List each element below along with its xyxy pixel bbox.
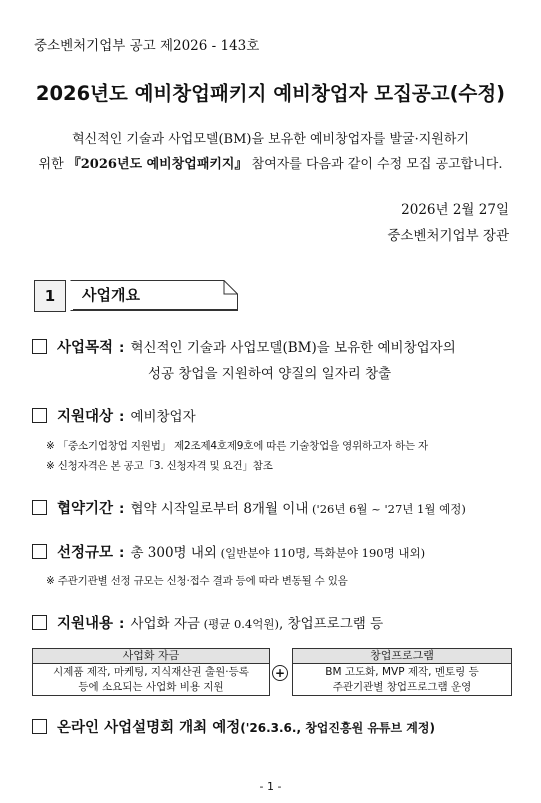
page-number: - 1 - (259, 780, 282, 793)
item-briefing (32, 716, 435, 737)
support-table-funding (32, 648, 270, 696)
section-label: 사업개요 (82, 286, 140, 304)
item-scale: 선정규모 : 총 300명 내외 (일반분야 110명, 특화분야 190명 내외) (32, 541, 425, 562)
target-note-1: ※ 「중소기업창업 지원법」 제2조제4호제9호에 따른 기술창업을 영위하고자 하는 자 (46, 440, 428, 452)
scale-label: 선정규모 (57, 545, 114, 561)
content-detail: (평균 0.4억원) (199, 617, 279, 631)
period-detail: ('26년 6월 ~ '27년 1월 예정) (308, 502, 466, 516)
program-line-2: 주관기관별 창업프로그램 운영 (332, 681, 472, 693)
target-note-2: ※ 신청자격은 본 공고「3. 신청자격 및 요건」참조 (46, 460, 273, 472)
intro-line-2 (0, 153, 541, 172)
target-value: 예비창업자 (130, 409, 196, 425)
funding-header: 사업화 자금 (33, 649, 269, 664)
briefing-label: 온라인 사업설명회 개최 예정 (57, 720, 241, 736)
checkbox-square-icon (32, 408, 47, 423)
program-line-1: BM 고도화, MVP 제작, 멘토링 등 (325, 666, 479, 678)
program-header: 창업프로그램 (293, 649, 511, 664)
funding-line-1: 시제품 제작, 마케팅, 지식재산권 출원·등록 (53, 666, 249, 678)
notice-date: 2026년 2월 27일 (401, 202, 509, 218)
checkbox-square-icon (32, 719, 47, 734)
content-value-2: , 창업프로그램 등 (278, 616, 384, 632)
intro-suffix: 참여자를 다음과 같이 수정 모집 공고합니다. (247, 157, 503, 172)
funding-line-2: 등에 소요되는 사업화 비용 지원 (78, 681, 224, 693)
notice-number: 중소벤처기업부 공고 제2026 - 143호 (34, 38, 260, 54)
intro-prefix: 위한 (38, 157, 68, 172)
briefing-detail: ('26.3.6., 창업진흥원 유튜브 계정) (240, 721, 435, 735)
scale-note: ※ 주관기관별 선정 규모는 신청·접수 결과 등에 따라 변동될 수 있음 (46, 575, 348, 587)
item-period: 협약기간 : 협약 시작일로부터 8개월 이내 ('26년 6월 ~ '27년 1월 예정) (32, 497, 466, 518)
checkbox-square-icon (32, 615, 47, 630)
target-label: 지원대상 (57, 409, 114, 425)
document-title: 2026년도 예비창업패키지 예비창업자 모집공고(수정) (35, 82, 506, 105)
program-name: 『2026년도 예비창업패키지』 (67, 157, 248, 172)
item-content: 지원내용 : 사업화 자금 (평균 0.4억원), 창업프로그램 등 (32, 612, 383, 633)
section-title (70, 280, 140, 310)
purpose-line-1: 혁신적인 기술과 사업모델(BM)을 보유한 예비창업자의 (130, 340, 456, 356)
purpose-label: 사업목적 (57, 340, 114, 356)
intro-line-1: 혁신적인 기술과 사업모델(BM)을 보유한 예비창업자를 발굴·지원하기 (72, 132, 469, 147)
issuer: 중소벤처기업부 장관 (387, 228, 509, 244)
section-number: 1 (34, 280, 66, 312)
item-target: 지원대상 : 예비창업자 (32, 405, 196, 426)
content-value: 사업화 자금 (130, 616, 200, 632)
scale-value: 총 300명 내외 (130, 545, 217, 561)
support-table-program (292, 648, 512, 696)
period-label: 협약기간 (57, 501, 114, 517)
checkbox-square-icon (32, 500, 47, 515)
content-label: 지원내용 (57, 616, 114, 632)
item-purpose: 사업목적 : 혁신적인 기술과 사업모델(BM)을 보유한 예비창업자의 (32, 336, 456, 357)
period-value: 협약 시작일로부터 8개월 이내 (130, 501, 309, 517)
purpose-line-2: 성공 창업을 지원하여 양질의 일자리 창출 (148, 366, 392, 382)
checkbox-square-icon (32, 339, 47, 354)
checkbox-square-icon (32, 544, 47, 559)
plus-circle-icon: + (272, 665, 288, 681)
scale-detail: (일반분야 110명, 특화분야 190명 내외) (216, 546, 426, 560)
